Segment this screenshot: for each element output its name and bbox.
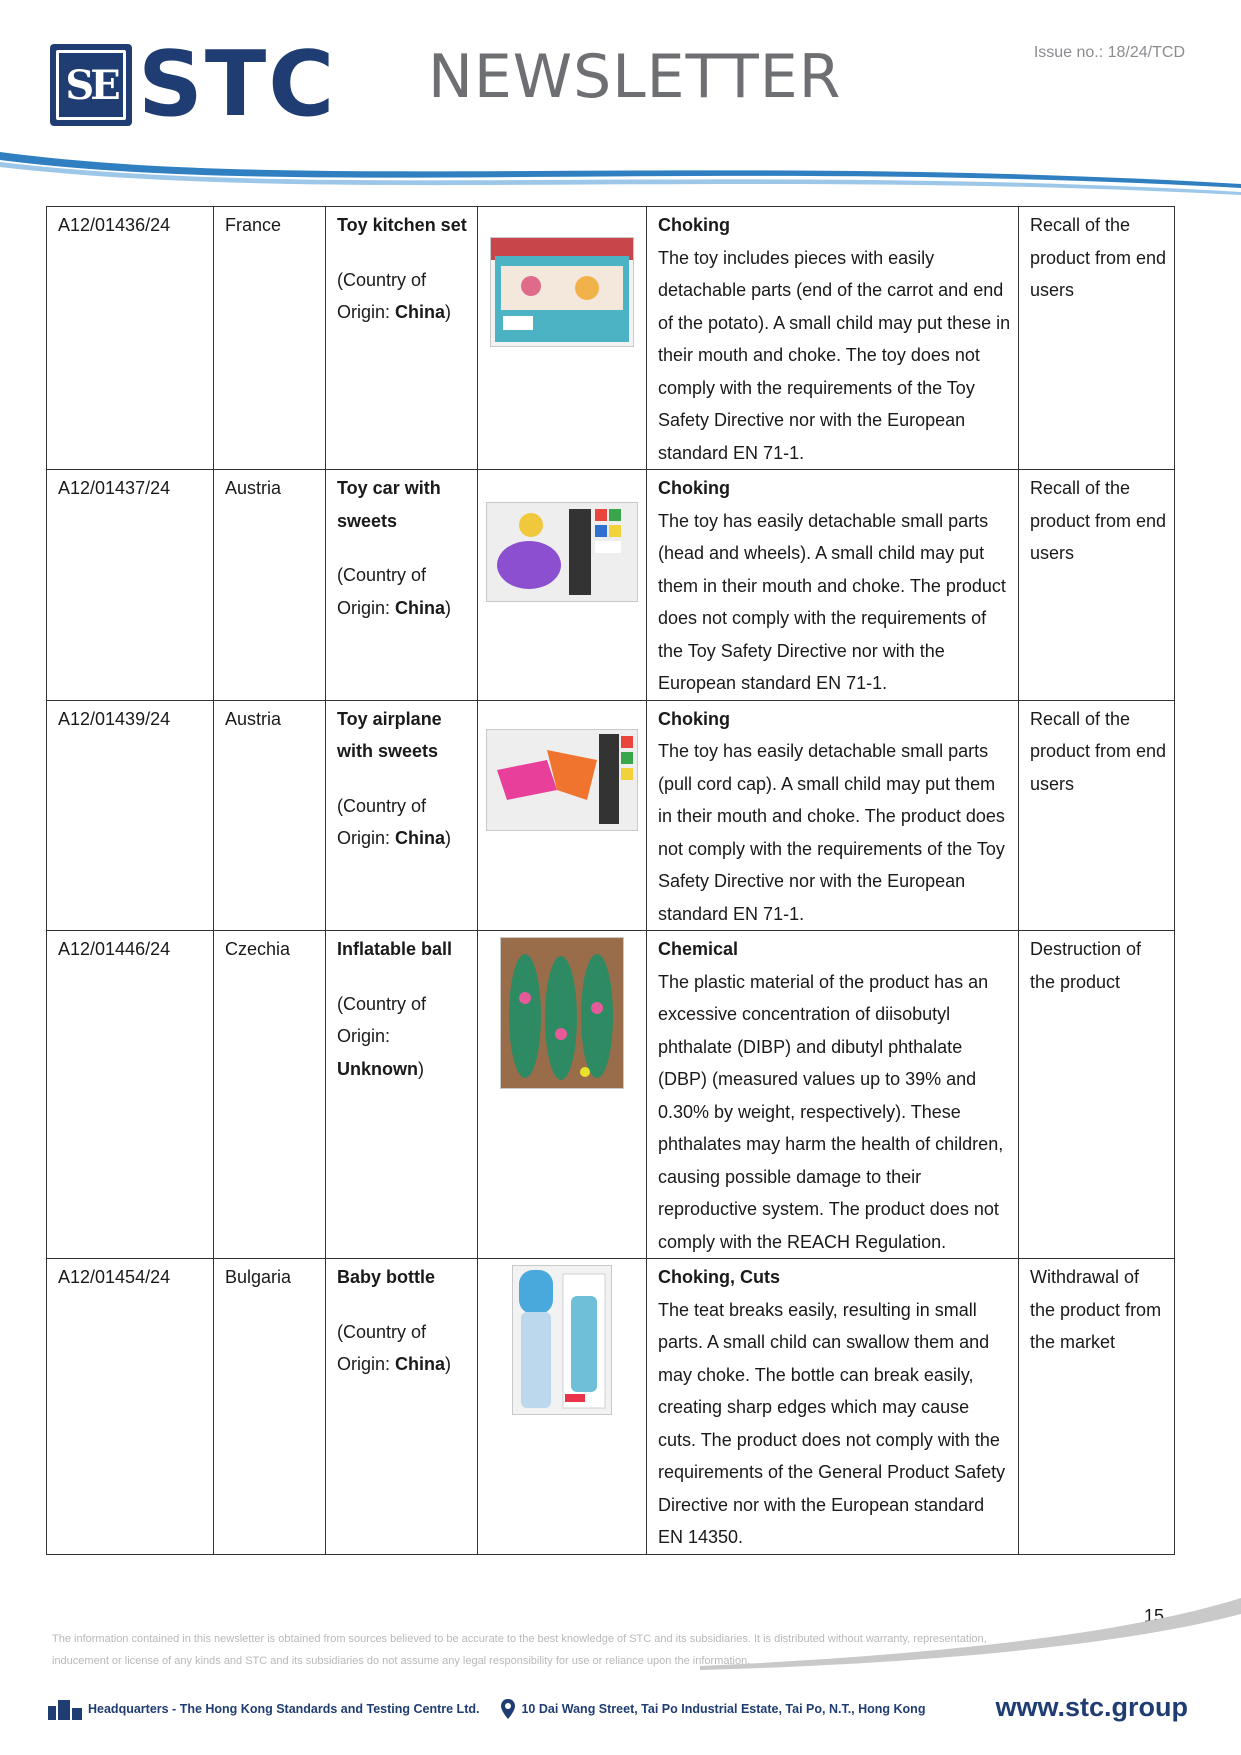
disclaimer-text: The information contained in this newsletter is obtained from sources believed to be accurate to the best knowledge of STC and its subsidiaries. It is distributed without warranty, representation, inducement or license of any kinds and STC and its subsidiaries do not assume any legal responsibility for use or reliance upon the information. xyxy=(52,1633,987,1667)
table-row xyxy=(47,470,1175,701)
product-name: Toy car with sweets xyxy=(337,478,441,531)
table-row xyxy=(47,931,1175,1259)
measures-taken: Recall of the product from end users xyxy=(1019,700,1175,931)
toy-airplane-photo xyxy=(486,729,638,831)
product-photo-cell xyxy=(478,470,647,701)
country-of-origin: (Country of Origin: China) xyxy=(337,565,452,618)
notifying-country: Bulgaria xyxy=(214,1259,326,1555)
table-row xyxy=(47,207,1175,470)
risk-cell xyxy=(647,470,1019,701)
risk-type: Choking xyxy=(658,215,730,235)
building-icon xyxy=(48,1698,82,1720)
measures-taken: Withdrawal of the product from the market xyxy=(1019,1259,1175,1555)
product-cell xyxy=(326,1259,478,1555)
measures-taken: Recall of the product from end users xyxy=(1019,207,1175,470)
notifying-country: France xyxy=(214,207,326,470)
headquarters xyxy=(48,1698,479,1720)
toy-kitchen-set-photo xyxy=(490,237,634,347)
risk-description: The toy has easily detachable small parts (pull cord cap). A small child may put them in their mouth and choke. The product does not comply with the requirements of the Toy Safety Directive nor with the European standard EN 71-1. xyxy=(658,741,1005,924)
product-name: Toy airplane with sweets xyxy=(337,708,442,761)
notifying-country: Austria xyxy=(214,700,326,931)
risk-type: Choking xyxy=(658,708,730,729)
table-row xyxy=(47,700,1175,931)
measures-taken: Recall of the product from end users xyxy=(1019,470,1175,701)
product-cell xyxy=(326,931,478,1259)
risk-type: Choking xyxy=(658,478,730,498)
country-of-origin: (Country of Origin: China) xyxy=(337,269,452,322)
risk-description: The toy has easily detachable small parts (head and wheels). A small child may put them in their mouth and choke. The product does not comply with the requirements of the Toy Safety Directive nor with the European standard EN 71-1. xyxy=(658,510,1006,693)
table-row xyxy=(47,1259,1175,1555)
risk-description: The toy includes pieces with easily detachable parts (end of the carrot and end of the potato). A small child may put these in their mouth and choke. The toy does not comply with the requirements of the Toy Safety Directive nor with the European standard EN 71-1. xyxy=(658,247,1011,463)
product-photo-cell xyxy=(478,1259,647,1555)
risk-cell xyxy=(647,700,1019,931)
product-cell xyxy=(326,207,478,470)
stc-logo xyxy=(50,32,337,137)
product-name: Baby bottle xyxy=(337,1267,436,1287)
location-pin-icon xyxy=(501,1699,515,1719)
stc-logo-text: STC xyxy=(138,32,337,137)
stc-logo-mark-icon: SE xyxy=(50,44,132,126)
toy-car-photo xyxy=(486,502,638,602)
product-photo-cell xyxy=(478,700,647,931)
risk-description: The plastic material of the product has an excessive concentration of diisobutyl phthalate (DIBP) and dibutyl phthalate (DBP) (measured values up to 39% and 0.30% by weight, respectively). These phthalates may harm the health of children, causing possible damage to their reproductive system. The product does not comply with the REACH Regulation. xyxy=(658,971,1004,1252)
headquarters-text: Headquarters - The Hong Kong Standards and Testing Centre Ltd. xyxy=(88,1702,480,1716)
product-cell xyxy=(326,700,478,931)
measures-taken: Destruction of the product xyxy=(1019,931,1175,1259)
page-number: 15 xyxy=(1143,1606,1164,1626)
risk-description: The teat breaks easily, resulting in small parts. A small child can swallow them and may choke. The bottle can break easily, creating sharp edges which may cause cuts. The product does not comply with the requirements of the General Product Safety Directive nor with the European standard EN 14350. xyxy=(658,1299,1006,1547)
issue-number: Issue no.: 18/24/TCD xyxy=(1033,44,1185,61)
country-of-origin: (Country of Origin: China) xyxy=(337,795,452,848)
inflatable-ball-photo xyxy=(500,937,624,1089)
notifying-country: Austria xyxy=(214,470,326,701)
notifying-country: Czechia xyxy=(214,931,326,1259)
header-swoosh-icon xyxy=(0,140,1241,200)
product-cell xyxy=(326,470,478,701)
risk-cell xyxy=(647,1259,1019,1555)
address xyxy=(501,1699,925,1719)
product-photo-cell xyxy=(478,931,647,1259)
product-name: Inflatable ball xyxy=(337,939,453,959)
alert-number: A12/01454/24 xyxy=(47,1259,214,1555)
risk-type: Choking, Cuts xyxy=(658,1267,780,1287)
website-link[interactable]: www.stc.group xyxy=(995,1692,1188,1722)
recall-table xyxy=(46,206,1175,1555)
footer-bar xyxy=(48,1694,1188,1724)
country-of-origin: (Country of Origin: China) xyxy=(337,1321,452,1374)
product-photo-cell xyxy=(478,207,647,470)
alert-number: A12/01446/24 xyxy=(47,931,214,1259)
product-name: Toy kitchen set xyxy=(337,215,467,235)
country-of-origin: (Country of Origin: Unknown) xyxy=(337,993,427,1079)
baby-bottle-photo xyxy=(512,1265,612,1415)
risk-type: Chemical xyxy=(658,939,739,959)
risk-cell xyxy=(647,931,1019,1259)
address-text: 10 Dai Wang Street, Tai Po Industrial Estate, Tai Po, N.T., Hong Kong xyxy=(521,1702,926,1716)
newsletter-title: NEWSLETTER xyxy=(428,42,842,112)
page-header xyxy=(0,0,1241,200)
alert-number: A12/01439/24 xyxy=(47,700,214,931)
risk-cell xyxy=(647,207,1019,470)
alert-number: A12/01436/24 xyxy=(47,207,214,470)
alert-number: A12/01437/24 xyxy=(47,470,214,701)
